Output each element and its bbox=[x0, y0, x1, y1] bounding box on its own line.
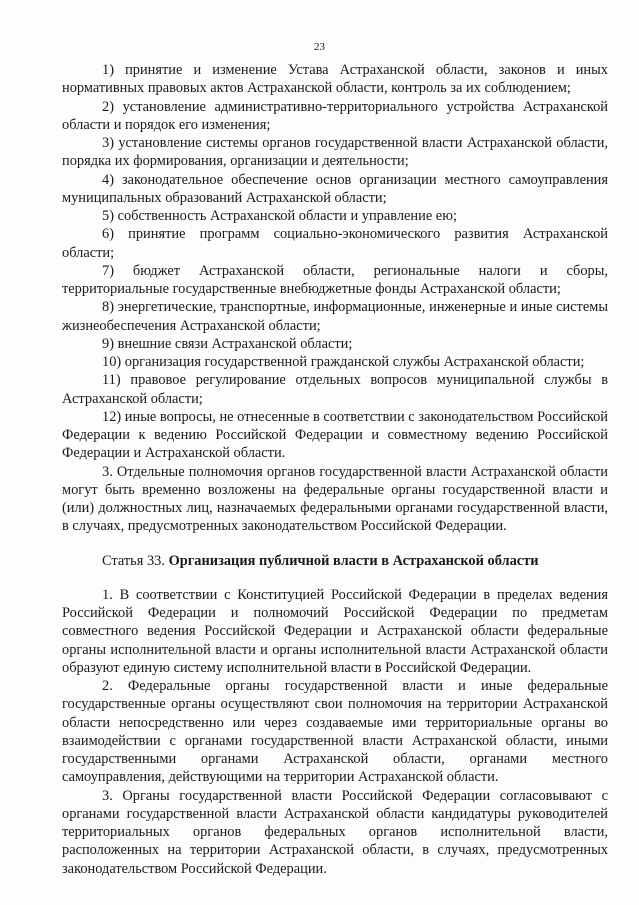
page-number: 23 bbox=[314, 41, 325, 53]
article-paragraph: 3. Органы государственной власти Российской Федерации согласовывают с органами государственной власти Астраханской области кандидатуры руководителей территориальных органов федеральных органов исполнительной власти, расположенных на территории Астраханской области, в случаях, предусмотренных законодательством Российской Федерации. bbox=[62, 787, 608, 877]
list-item: 3) установление системы органов государственной власти Астраханской области, порядка их формирования, организации и деятельности; bbox=[62, 135, 608, 170]
list-item: 12) иные вопросы, не отнесенные в соответствии с законодательством Российской Федерации к ведению Российской Федерации и совместному ведению Российской Федерации и Астраханской области. bbox=[62, 408, 608, 462]
list-item: 2) установление административно-территориального устройства Астраханской области и порядок его изменения; bbox=[62, 98, 608, 133]
list-item: 10) организация государственной гражданской службы Астраханской области; bbox=[102, 354, 585, 370]
document-body bbox=[62, 61, 608, 878]
list-item: 4) законодательное обеспечение основ организации местного самоуправления муниципальных образований Астраханской области; bbox=[62, 171, 608, 206]
article-title: Организация публичной власти в Астраханской области bbox=[168, 552, 539, 569]
article-heading bbox=[62, 552, 608, 570]
list-item: 11) правовое регулирование отдельных вопросов муниципальной службы в Астраханской области; bbox=[62, 372, 608, 407]
list-item: 8) энергетические, транспортные, информационные, инженерные и иные системы жизнеобеспечения Астраханской области; bbox=[62, 299, 608, 334]
paragraph: 3. Отдельные полномочия органов государственной власти Астраханской области могут быть временно возложены на федеральные органы государственной власти и (или) должностных лиц, назначаемых федеральными органами государственной власти, в случаях, предусмотренных законодательством Российской Федерации. bbox=[62, 463, 608, 535]
list-item: 1) принятие и изменение Устава Астраханской области, законов и иных нормативных правовых актов Астраханской области, контроль за их соблюдением; bbox=[62, 62, 608, 97]
list-item: 5) собственность Астраханской области и управление ею; bbox=[102, 208, 457, 224]
article-label: Статья 33. bbox=[102, 552, 165, 569]
list-item: 9) внешние связи Астраханской области; bbox=[102, 335, 353, 352]
article-paragraph: 2. Федеральные органы государственной власти и иные федеральные государственные органы осуществляют свои полномочия на территории Астраханской области непосредственно или через создаваемые ими территориальные органы во взаимодействии с органами государственной власти Астраханской области, иными государственными органами Астраханской области, органами местного самоуправления, действующими на территории Астраханской области. bbox=[62, 678, 608, 786]
list-item: 7) бюджет Астраханской области, региональные налоги и сборы, территориальные государственные внебюджетные фонды Астраханской области; bbox=[62, 262, 608, 297]
article-paragraph: 1. В соответствии с Конституцией Российской Федерации в пределах ведения Российской Федерации и полномочий Российской Федерации по предметам совместного ведения Российской Федерации и Астраханской области федеральные органы исполнительной власти и органы исполнительной власти Астраханской области образуют единую систему исполнительной власти в Российской Федерации. bbox=[62, 586, 608, 676]
list-item: 6) принятие программ социально-экономического развития Астраханской области; bbox=[62, 226, 608, 261]
